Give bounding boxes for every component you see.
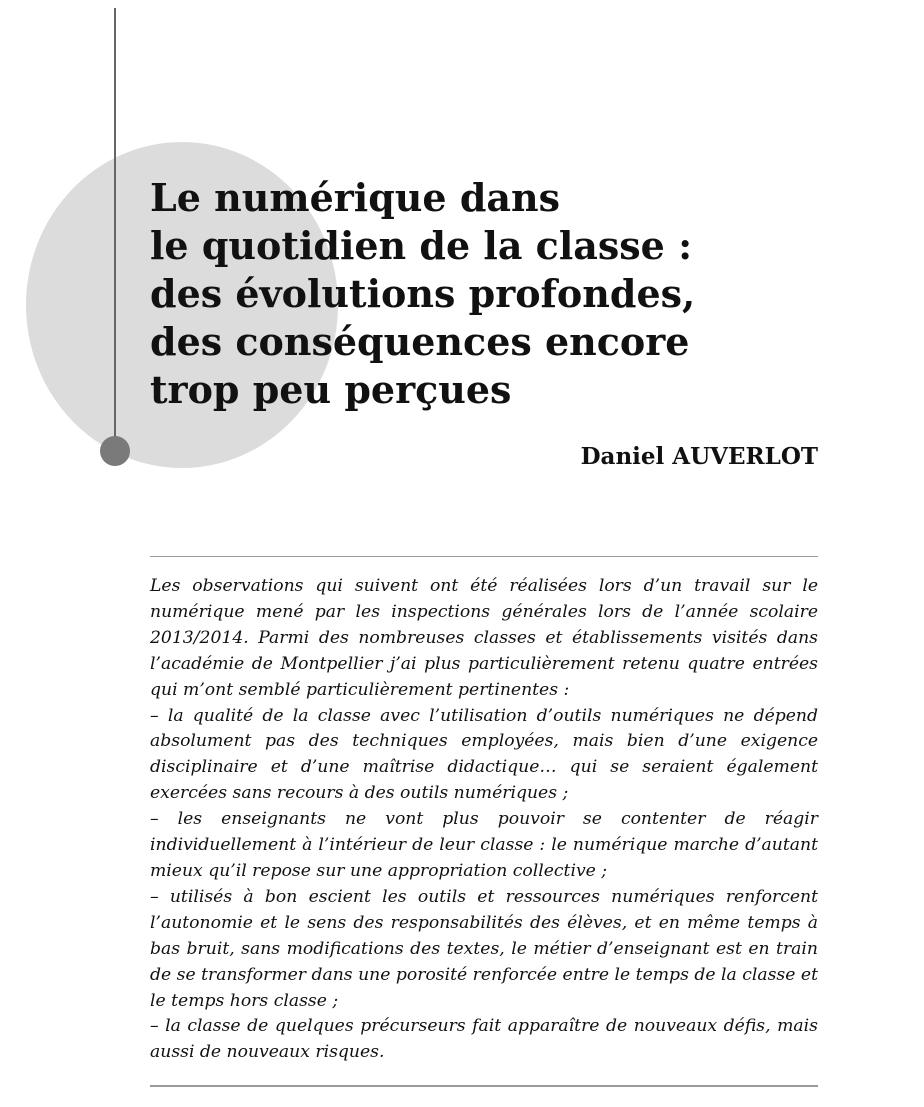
abstract-paragraph: – la qualité de la classe avec l’utilisation d’outils numériques ne dépend absolument pas des techniques employées, mais bien d’une exigence disciplinaire et d’une maîtrise didactique… qui se seraient également exercées sans recours à des outils numériques ; [150, 705, 818, 804]
author-name: Daniel AUVERLOT [580, 443, 818, 470]
title-line: des conséquences encore [150, 319, 690, 364]
title-line: le quotidien de la classe : [150, 223, 693, 268]
decorative-dot [100, 436, 130, 466]
abstract-paragraph: – utilisés à bon escient les outils et ressources numériques renforcent l’autonomie et le sens des responsabilités des élèves, et en même temps à bas bruit, sans modifications des textes, le métier d’enseignant est en train de se transformer dans une porosité renforcée entre le temps de la classe et le temps hors classe ; [150, 886, 818, 1011]
title-line: des évolutions profondes, [150, 271, 696, 316]
title-line: Le numérique dans [150, 175, 561, 220]
article-title [150, 174, 850, 414]
bottom-divider [150, 1085, 818, 1087]
abstract-paragraph: – les enseignants ne vont plus pouvoir se contenter de réagir individuellement à l’intérieur de leur classe : le numérique marche d’autant mieux qu’il repose sur une appropriation collective ; [150, 809, 818, 881]
abstract [150, 574, 818, 1066]
abstract-paragraph: Les observations qui suivent ont été réalisées lors d’un travail sur le numérique mené par les inspections générales lors de l’année scolaire 2013/2014. Parmi des nombreuses classes et établissements visités dans l’académie de Montpellier j’ai plus particulièrement retenu quatre entrées qui m’ont semblé particulièrement pertinentes : [150, 576, 818, 700]
decorative-vertical-line [114, 8, 116, 448]
abstract-paragraph: – la classe de quelques précurseurs fait apparaître de nouveaux défis, mais aussi de nouveaux risques. [150, 1016, 818, 1063]
title-line: trop peu perçues [150, 367, 512, 412]
top-divider [150, 556, 818, 557]
